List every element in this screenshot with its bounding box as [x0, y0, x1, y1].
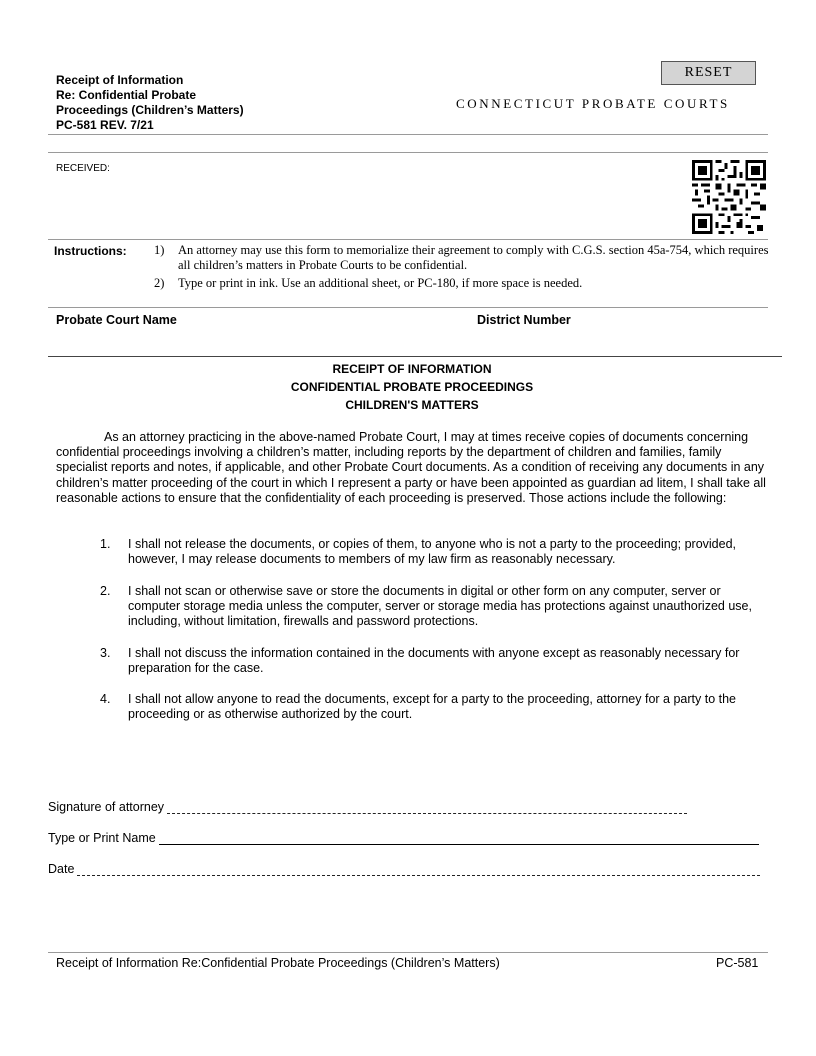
brand-name: CONNECTICUT PROBATE COURTS [456, 96, 730, 111]
list-item-number: 1. [100, 537, 111, 551]
footer-title: Receipt of Information Re:Confidential Probate Proceedings (Children’s Matters) [56, 956, 500, 970]
qr-code-icon [692, 160, 766, 234]
instruction-text: An attorney may use this form to memorialize their agreement to comply with C.G.S. section 45a-754, which requires all children’s matters in Probate Courts to be confidential. [178, 243, 769, 272]
body-paragraph: As an attorney practicing in the above-named Probate Court, I may at times receive copies of documents concerning confidential proceedings involving a children’s matter, including reports by the department of children and families, family specialist reports and notes, if applicable, and other Probate Court documents. As a condition of receiving any documents in any children’s matter proceeding of the court in which I represent a party or have been appointed as guardian ad litem, I shall take all reasonable actions to ensure that the confidentiality of each proceeding is preserved. Those actions include the following: [56, 430, 766, 505]
list-item-text: I shall not discuss the information contained in the documents with anyone except as reasonably necessary for preparation for the case. [128, 646, 740, 676]
header-line: Receipt of Information [56, 73, 184, 87]
instruction-number: 2) [154, 276, 165, 290]
form-header-title [56, 73, 356, 133]
instructions-label: Instructions: [54, 244, 127, 258]
list-item-number: 3. [100, 646, 111, 660]
form-subtitle: CONFIDENTIAL PROBATE PROCEEDINGS [290, 380, 534, 394]
district-number-label: District Number [477, 313, 571, 327]
form-subtitle: CHILDREN'S MATTERS [345, 398, 479, 412]
signature-row [48, 800, 687, 814]
header-line: Re: Confidential Probate [56, 88, 197, 102]
reset-button[interactable]: RESET [661, 61, 756, 85]
district-number-input[interactable] [477, 330, 767, 354]
print-name-label: Type or Print Name [48, 831, 156, 845]
received-label: RECEIVED: [56, 163, 110, 174]
list-item [56, 584, 768, 632]
date-label: Date [48, 862, 75, 876]
probate-court-name-label: Probate Court Name [56, 313, 177, 327]
instruction-item [154, 276, 774, 292]
divider [48, 239, 768, 240]
date-row [48, 862, 760, 876]
header-line: Proceedings (Children’s Matters) [56, 103, 244, 117]
list-item [56, 537, 768, 569]
instruction-number: 1) [154, 243, 165, 257]
instruction-item [154, 243, 774, 275]
probate-court-name-input[interactable] [56, 330, 456, 354]
form-title: RECEIPT OF INFORMATION [332, 362, 492, 376]
list-item [56, 646, 768, 678]
print-name-row [48, 831, 759, 845]
list-item-text: I shall not allow anyone to read the documents, except for a party to the proceeding, attorney for a party to the proceeding or as otherwise authorized by the court. [128, 692, 737, 722]
footer-form-number: PC-581 [716, 956, 759, 970]
divider [48, 356, 782, 357]
signature-input[interactable] [167, 800, 687, 814]
footer-divider [48, 952, 768, 953]
list-item-text: I shall not scan or otherwise save or store the documents in digital or other form on any computer, server or computer storage media unless the computer, server or storage media has protections against unauthorized use, including, without limitation, firewalls and password protections. [128, 584, 752, 629]
date-input[interactable] [77, 862, 760, 876]
list-item-number: 4. [100, 692, 111, 706]
signature-label: Signature of attorney [48, 800, 165, 814]
print-name-input[interactable] [159, 831, 759, 845]
instruction-text: Type or print in ink. Use an additional sheet, or PC-180, if more space is needed. [178, 276, 583, 290]
divider [48, 152, 768, 153]
divider [48, 307, 768, 308]
divider [48, 134, 768, 135]
list-item [56, 692, 768, 724]
list-item-number: 2. [100, 584, 111, 598]
form-number: PC-581 REV. 7/21 [56, 118, 154, 132]
list-item-text: I shall not release the documents, or copies of them, to anyone who is not a party to the proceeding; provided, however, I may release documents to members of my law firm as reasonably necessary. [128, 537, 737, 567]
